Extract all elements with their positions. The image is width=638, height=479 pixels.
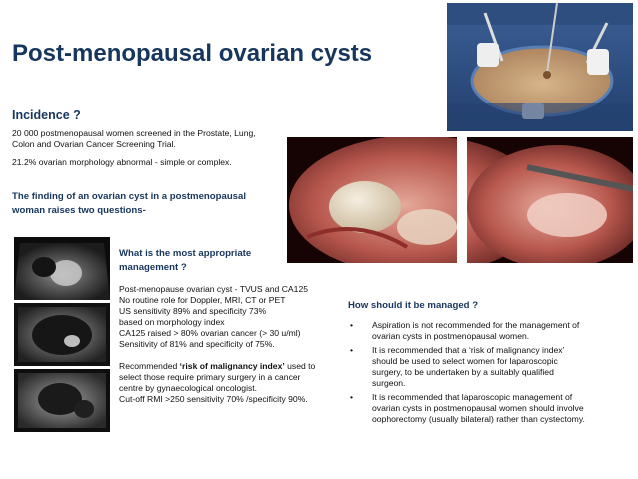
- management-heading-line: management ?: [119, 262, 187, 273]
- slide-title: Post-menopausal ovarian cysts: [12, 40, 373, 67]
- laparoscopic-cyst-photo: [287, 137, 633, 263]
- bullet-line: It is recommended that a ‘risk of malignancy index’: [372, 345, 565, 355]
- bullet-line: surgeon.: [372, 378, 406, 388]
- rmi-suffix: used to: [284, 361, 316, 371]
- rmi-line: [119, 361, 354, 372]
- rmi-line: Cut-off RMI >250 sensitivity 70% /specificity 90%.: [119, 394, 308, 404]
- managed-heading: How should it be managed ?: [348, 300, 479, 311]
- laparoscopy-port-photo: [447, 3, 633, 131]
- incidence-text: [12, 128, 312, 168]
- incidence-line: 21.2% ovarian morphology abnormal - simple or complex.: [12, 157, 232, 167]
- incidence-heading: Incidence ?: [12, 108, 81, 122]
- finding-text: [12, 190, 302, 218]
- finding-line: The finding of an ovarian cyst in a postmenopausal: [12, 191, 247, 202]
- bullet-dot: •: [350, 345, 354, 355]
- management-heading: [119, 247, 299, 275]
- management-heading-line: What is the most appropriate: [119, 248, 252, 259]
- incidence-line: 20 000 postmenopausal women screened in the Prostate, Lung,: [12, 128, 256, 138]
- bullet-line: ovarian cysts in postmenopausal women.: [372, 331, 530, 341]
- bullet-dot: •: [350, 392, 354, 402]
- management-line: No routine role for Doppler, MRI, CT or PET: [119, 295, 286, 305]
- bullet-line: Aspiration is not recommended for the management of: [372, 320, 580, 330]
- management-line: Sensitivity of 81% and specificity of 75%.: [119, 339, 275, 349]
- management-line: US sensitivity 89% and specificity 73%: [119, 306, 267, 316]
- ultrasound-image-1: [14, 237, 110, 300]
- rmi-prefix: Recommended: [119, 361, 180, 371]
- finding-line: woman raises two questions-: [12, 205, 146, 216]
- rmi-line: select those require primary surgery in a cancer: [119, 372, 301, 382]
- incidence-line: Colon and Ovarian Cancer Screening Trial.: [12, 139, 176, 149]
- ultrasound-image-2: [14, 303, 110, 366]
- management-line: based on morphology index: [119, 317, 225, 327]
- managed-bullet: [348, 345, 636, 389]
- managed-list: [348, 320, 636, 428]
- rmi-line: centre by gynaecological oncologist.: [119, 383, 258, 393]
- management-line: Post-menopause ovarian cyst - TVUS and CA125: [119, 284, 308, 294]
- management-text: [119, 284, 354, 405]
- bullet-line: oophorectomy (usually bilateral) rather than cystectomy.: [372, 414, 585, 424]
- bullet-line: surgery, to be undertaken by a suitably qualified: [372, 367, 554, 377]
- rmi-bold: ‘risk of malignancy index’: [179, 361, 285, 371]
- ultrasound-image-3: [14, 369, 110, 432]
- managed-bullet: [348, 320, 636, 342]
- managed-bullet: [348, 392, 636, 425]
- bullet-line: It is recommended that laparoscopic management of: [372, 392, 573, 402]
- management-line: CA125 raised > 80% ovarian cancer (> 30 u/ml): [119, 328, 301, 338]
- bullet-dot: •: [350, 320, 354, 330]
- bullet-line: should be used to select women for laparoscopic: [372, 356, 558, 366]
- bullet-line: ovarian cysts in postmenopausal women should involve: [372, 403, 584, 413]
